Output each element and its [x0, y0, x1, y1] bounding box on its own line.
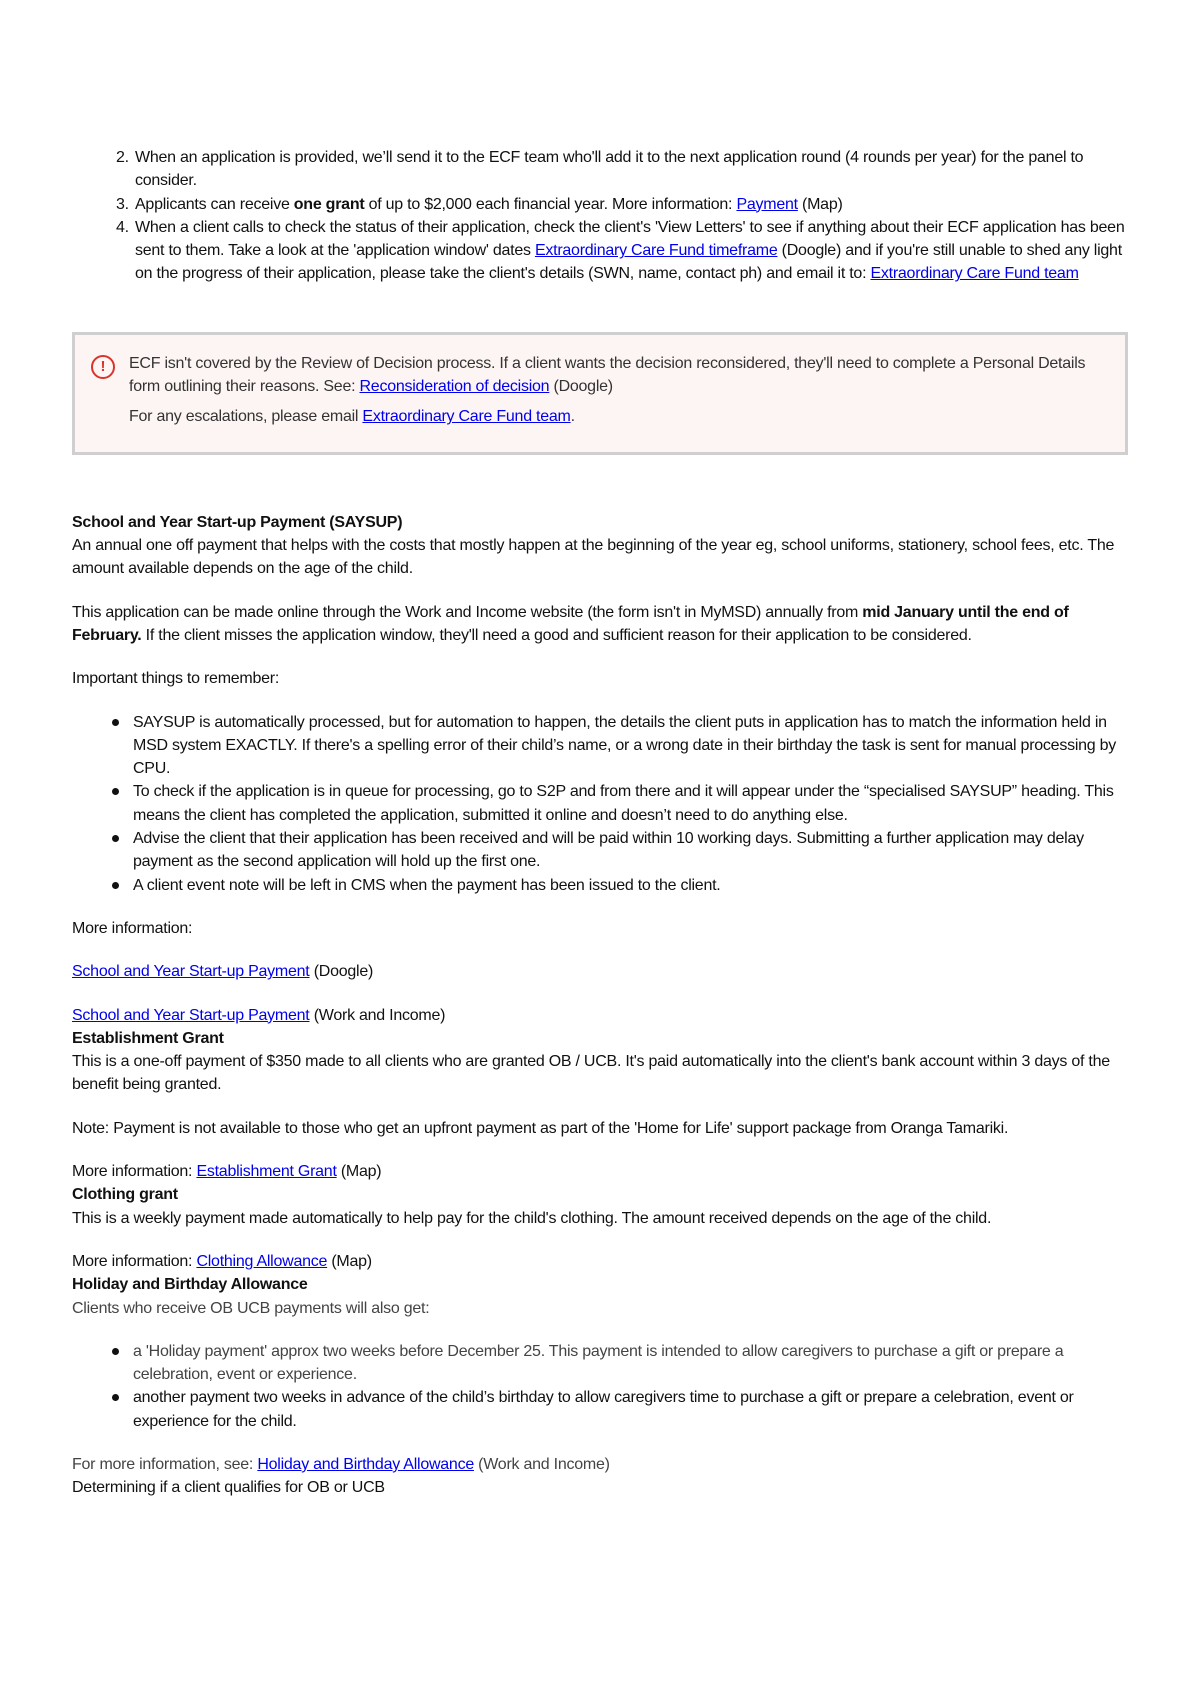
text: This application can be made online through the Work and Income website (the form isn't in MyMSD) annually from — [72, 603, 863, 621]
list-item: Advise the client that their application has been received and will be paid within 10 working days. Submitting a further application may delay payment as the second application will hold up the first one. — [133, 827, 1128, 874]
text: More information: — [72, 1163, 197, 1181]
establishment-heading: Establishment Grant — [72, 1029, 224, 1047]
remember-label: Important things to remember: — [72, 670, 280, 688]
holiday-intro: Clients who receive OB UCB payments will also get: — [72, 1299, 430, 1317]
list-item — [133, 216, 1128, 286]
text: (Doogle) — [309, 963, 374, 981]
saysup-online — [72, 601, 1128, 648]
payment-link[interactable]: Payment — [736, 195, 798, 213]
text: If the client misses the application window, they'll need a good and sufficient reason for their application to be considered. — [141, 626, 972, 644]
text: (Map) — [327, 1252, 372, 1270]
clothing-heading: Clothing grant — [72, 1186, 178, 1204]
item-text: When an application is provided, we’ll send it to the ECF team who'll add it to the next application round (4 rounds per year) for the panel to consider. — [135, 149, 1084, 190]
reconsideration-link[interactable]: Reconsideration of decision — [359, 378, 550, 396]
alert-line: ECF isn't covered by the Review of Decision process. If a client wants the decision reconsidered, they'll need to complete a Personal Details form outlining their reasons. See: — [129, 354, 1086, 396]
holiday-allowance-link[interactable]: Holiday and Birthday Allowance — [257, 1455, 474, 1473]
saysup-intro: An annual one off payment that helps with the costs that mostly happen at the beginning of the year eg, school uniforms, stationery, school fees, etc. The amount available depends on the age of the child. — [72, 537, 1115, 578]
alert-text — [129, 352, 1105, 399]
ecf-steps-list — [72, 146, 1128, 286]
holiday-heading: Holiday and Birthday Allowance — [72, 1276, 308, 1294]
ecf-timeframe-link[interactable]: Extraordinary Care Fund timeframe — [534, 242, 778, 260]
clothing-more — [72, 1250, 1128, 1273]
clothing-allowance-link[interactable]: Clothing Allowance — [196, 1252, 328, 1270]
list-item — [133, 193, 1128, 216]
document-page — [72, 146, 1128, 1500]
saysup-doogle-link[interactable]: School and Year Start-up Payment — [72, 963, 310, 981]
saysup-wi-link[interactable]: School and Year Start-up Payment — [72, 1006, 310, 1024]
alert-text — [129, 405, 1105, 428]
saysup-link-row — [72, 960, 1128, 983]
item-text: Applicants can receive — [135, 195, 294, 213]
alert-line: For any escalations, please email — [129, 408, 363, 426]
alert-line: . — [570, 408, 575, 426]
item-text: When a client calls to check the status of their application, check the client's 'View Letters' to see if anything about their ECF application has been sent to them. Take a look at the 'application window' dates — [135, 218, 1125, 260]
text: For more information, see: — [72, 1455, 258, 1473]
item-text: (Doogle) and if you're still unable to shed any light on the progress of their application, please take the client's details (SWN, name, contact ph) and email it to: — [135, 242, 1122, 283]
exclamation-circle-icon: ! — [91, 355, 115, 379]
text: (Map) — [336, 1163, 382, 1181]
clothing-body: This is a weekly payment made automatically to help pay for the child's clothing. The amount received depends on the age of the child. — [72, 1209, 992, 1227]
saysup-bullets — [72, 711, 1128, 897]
footer-heading: Determining if a client qualifies for OB or UCB — [72, 1479, 385, 1497]
saysup-link-row — [72, 1004, 1128, 1027]
list-item: A client event note will be left in CMS when the payment has been issued to the client. — [133, 874, 1128, 897]
ecf-team-link[interactable]: Extraordinary Care Fund team — [870, 265, 1079, 283]
list-item: SAYSUP is automatically processed, but for automation to happen, the details the client puts in application has to match the information held in MSD system EXACTLY. If there's a spelling error of their child’s name, or a wrong date in their birthday the task is sent for manual processing by CPU. — [133, 711, 1128, 781]
ecf-team-email-link[interactable]: Extraordinary Care Fund team — [362, 408, 571, 426]
more-info-label: More information: — [72, 919, 193, 937]
list-item: To check if the application is in queue for processing, go to S2P and from there and it will appear under the “specialised SAYSUP” heading. This means the client has completed the application, submitted it online and doesn’t need to do anything else. — [133, 780, 1128, 827]
list-item — [133, 146, 1128, 193]
establishment-body: This is a one-off payment of $350 made to all clients who are granted OB / UCB. It's paid automatically into the client's bank account within 3 days of the benefit being granted. — [72, 1053, 1110, 1094]
establishment-more — [72, 1160, 1128, 1183]
holiday-more — [72, 1453, 1128, 1476]
alert-line: (Doogle) — [549, 378, 613, 396]
text: More information: — [72, 1252, 197, 1270]
alert-box — [72, 332, 1128, 455]
list-item: a 'Holiday payment' approx two weeks before December 25. This payment is intended to allow caregivers to purchase a gift or prepare a celebration, event or experience. — [133, 1340, 1128, 1387]
saysup-heading: School and Year Start-up Payment (SAYSUP) — [72, 513, 403, 531]
item-text: (Map) — [797, 195, 843, 213]
item-text: of up to $2,000 each financial year. More information: — [364, 195, 737, 213]
text: (Work and Income) — [473, 1455, 610, 1473]
bold-text: one grant — [293, 195, 365, 213]
list-item: another payment two weeks in advance of the child’s birthday to allow caregivers time to purchase a gift or prepare a celebration, event or experience for the child. — [133, 1386, 1128, 1433]
bold-text: mid January until the end of February. — [72, 603, 1069, 644]
text: (Work and Income) — [309, 1006, 446, 1024]
holiday-bullets — [72, 1340, 1128, 1433]
establishment-grant-link[interactable]: Establishment Grant — [196, 1163, 337, 1181]
establishment-note: Note: Payment is not available to those who get an upfront payment as part of the 'Home for Life' support package from Oranga Tamariki. — [72, 1119, 1009, 1137]
